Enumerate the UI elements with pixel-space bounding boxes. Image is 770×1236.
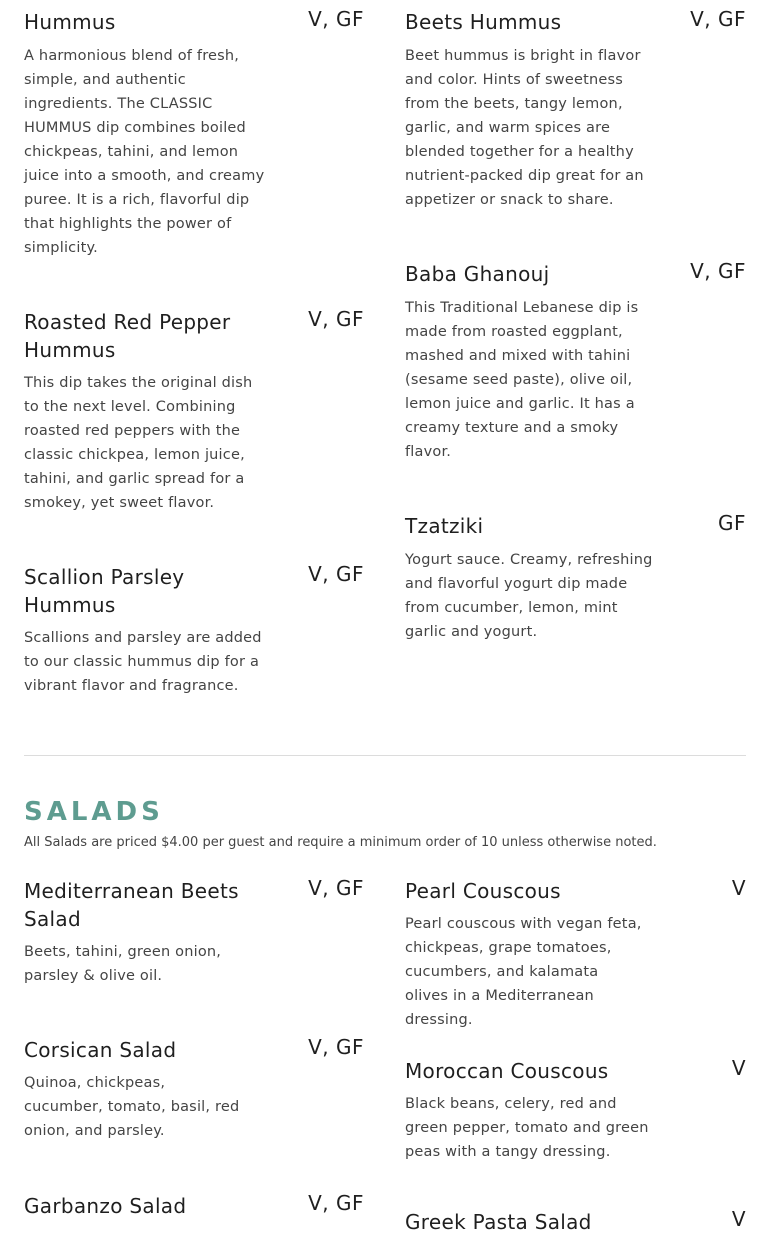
menu-item-description: A harmonious blend of fresh, simple, and authentic ingredients. The CLASSIC HUMMUS dip combines boiled chickpeas, tahini, and lemon juice into a smooth, and creamy puree. It is a rich, flavorful dip that highlights the power of simplicity.	[24, 48, 265, 256]
menu-item-description: This Traditional Lebanese dip is made from roasted eggplant, mashed and mixed with tahini (sesame seed paste), olive oil, lemon juice and garlic. It has a creamy texture and a smoky flavor.	[405, 300, 639, 460]
menu-item-title: Pearl Couscous	[405, 879, 561, 903]
diet-tag: V	[731, 1207, 746, 1231]
section-note: All Salads are priced $4.00 per guest and require a minimum order of 10 unless otherwise noted.	[24, 835, 657, 850]
diet-tag: V, GF	[690, 259, 746, 283]
diet-tag: V	[731, 876, 746, 900]
menu-item-title: Beets Hummus	[405, 10, 562, 34]
menu-item-title: Garbanzo Salad	[24, 1194, 187, 1218]
diet-tag: V, GF	[308, 876, 364, 900]
menu-item-description: Beet hummus is bright in flavor and color. Hints of sweetness from the beets, tangy lemon, garlic, and warm spices are blended together for a healthy nutrient-packed dip great for an appetizer or snack to share.	[405, 48, 644, 208]
menu-item-title: Baba Ghanouj	[405, 262, 550, 286]
menu-item-description: Beets, tahini, green onion, parsley & olive oil.	[24, 944, 222, 984]
menu-item-title: Greek Pasta Salad	[405, 1210, 592, 1234]
diet-tag: V, GF	[308, 1035, 364, 1059]
diet-tag: V, GF	[308, 562, 364, 586]
menu-item-title: Mediterranean Beets Salad	[24, 879, 239, 931]
menu-item-title: Corsican Salad	[24, 1038, 177, 1062]
menu-item-description: Scallions and parsley are added to our classic hummus dip for a vibrant flavor and fragrance.	[24, 630, 262, 694]
menu-item-description: This dip takes the original dish to the next level. Combining roasted red peppers with the classic chickpea, lemon juice, tahini, and garlic spread for a smokey, yet sweet flavor.	[24, 375, 253, 511]
diet-tag: V, GF	[308, 307, 364, 331]
menu-item-title: Roasted Red Pepper Hummus	[24, 310, 231, 362]
diet-tag: V, GF	[690, 7, 746, 31]
diet-tag: GF	[717, 511, 746, 535]
menu-item-title: Scallion Parsley Hummus	[24, 565, 185, 617]
menu-item-title: Tzatziki	[405, 514, 484, 538]
menu-item-description: Yogurt sauce. Creamy, refreshing and flavorful yogurt dip made from cucumber, lemon, mint garlic and yogurt.	[405, 552, 653, 640]
section-heading: SALADS	[24, 797, 164, 827]
diet-tag: V, GF	[308, 7, 364, 31]
menu-item-description: Black beans, celery, red and green pepper, tomato and green peas with a tangy dressing.	[405, 1096, 649, 1160]
menu-item-description: Quinoa, chickpeas, cucumber, tomato, basil, red onion, and parsley.	[24, 1075, 240, 1139]
section-divider	[24, 755, 746, 756]
diet-tag: V, GF	[308, 1191, 364, 1215]
menu-item-title: Moroccan Couscous	[405, 1059, 609, 1083]
menu-item-description: Pearl couscous with vegan feta, chickpeas, grape tomatoes, cucumbers, and kalamata olives in a Mediterranean dressing.	[405, 916, 642, 1028]
menu-item-title: Hummus	[24, 10, 116, 34]
diet-tag: V	[731, 1056, 746, 1080]
